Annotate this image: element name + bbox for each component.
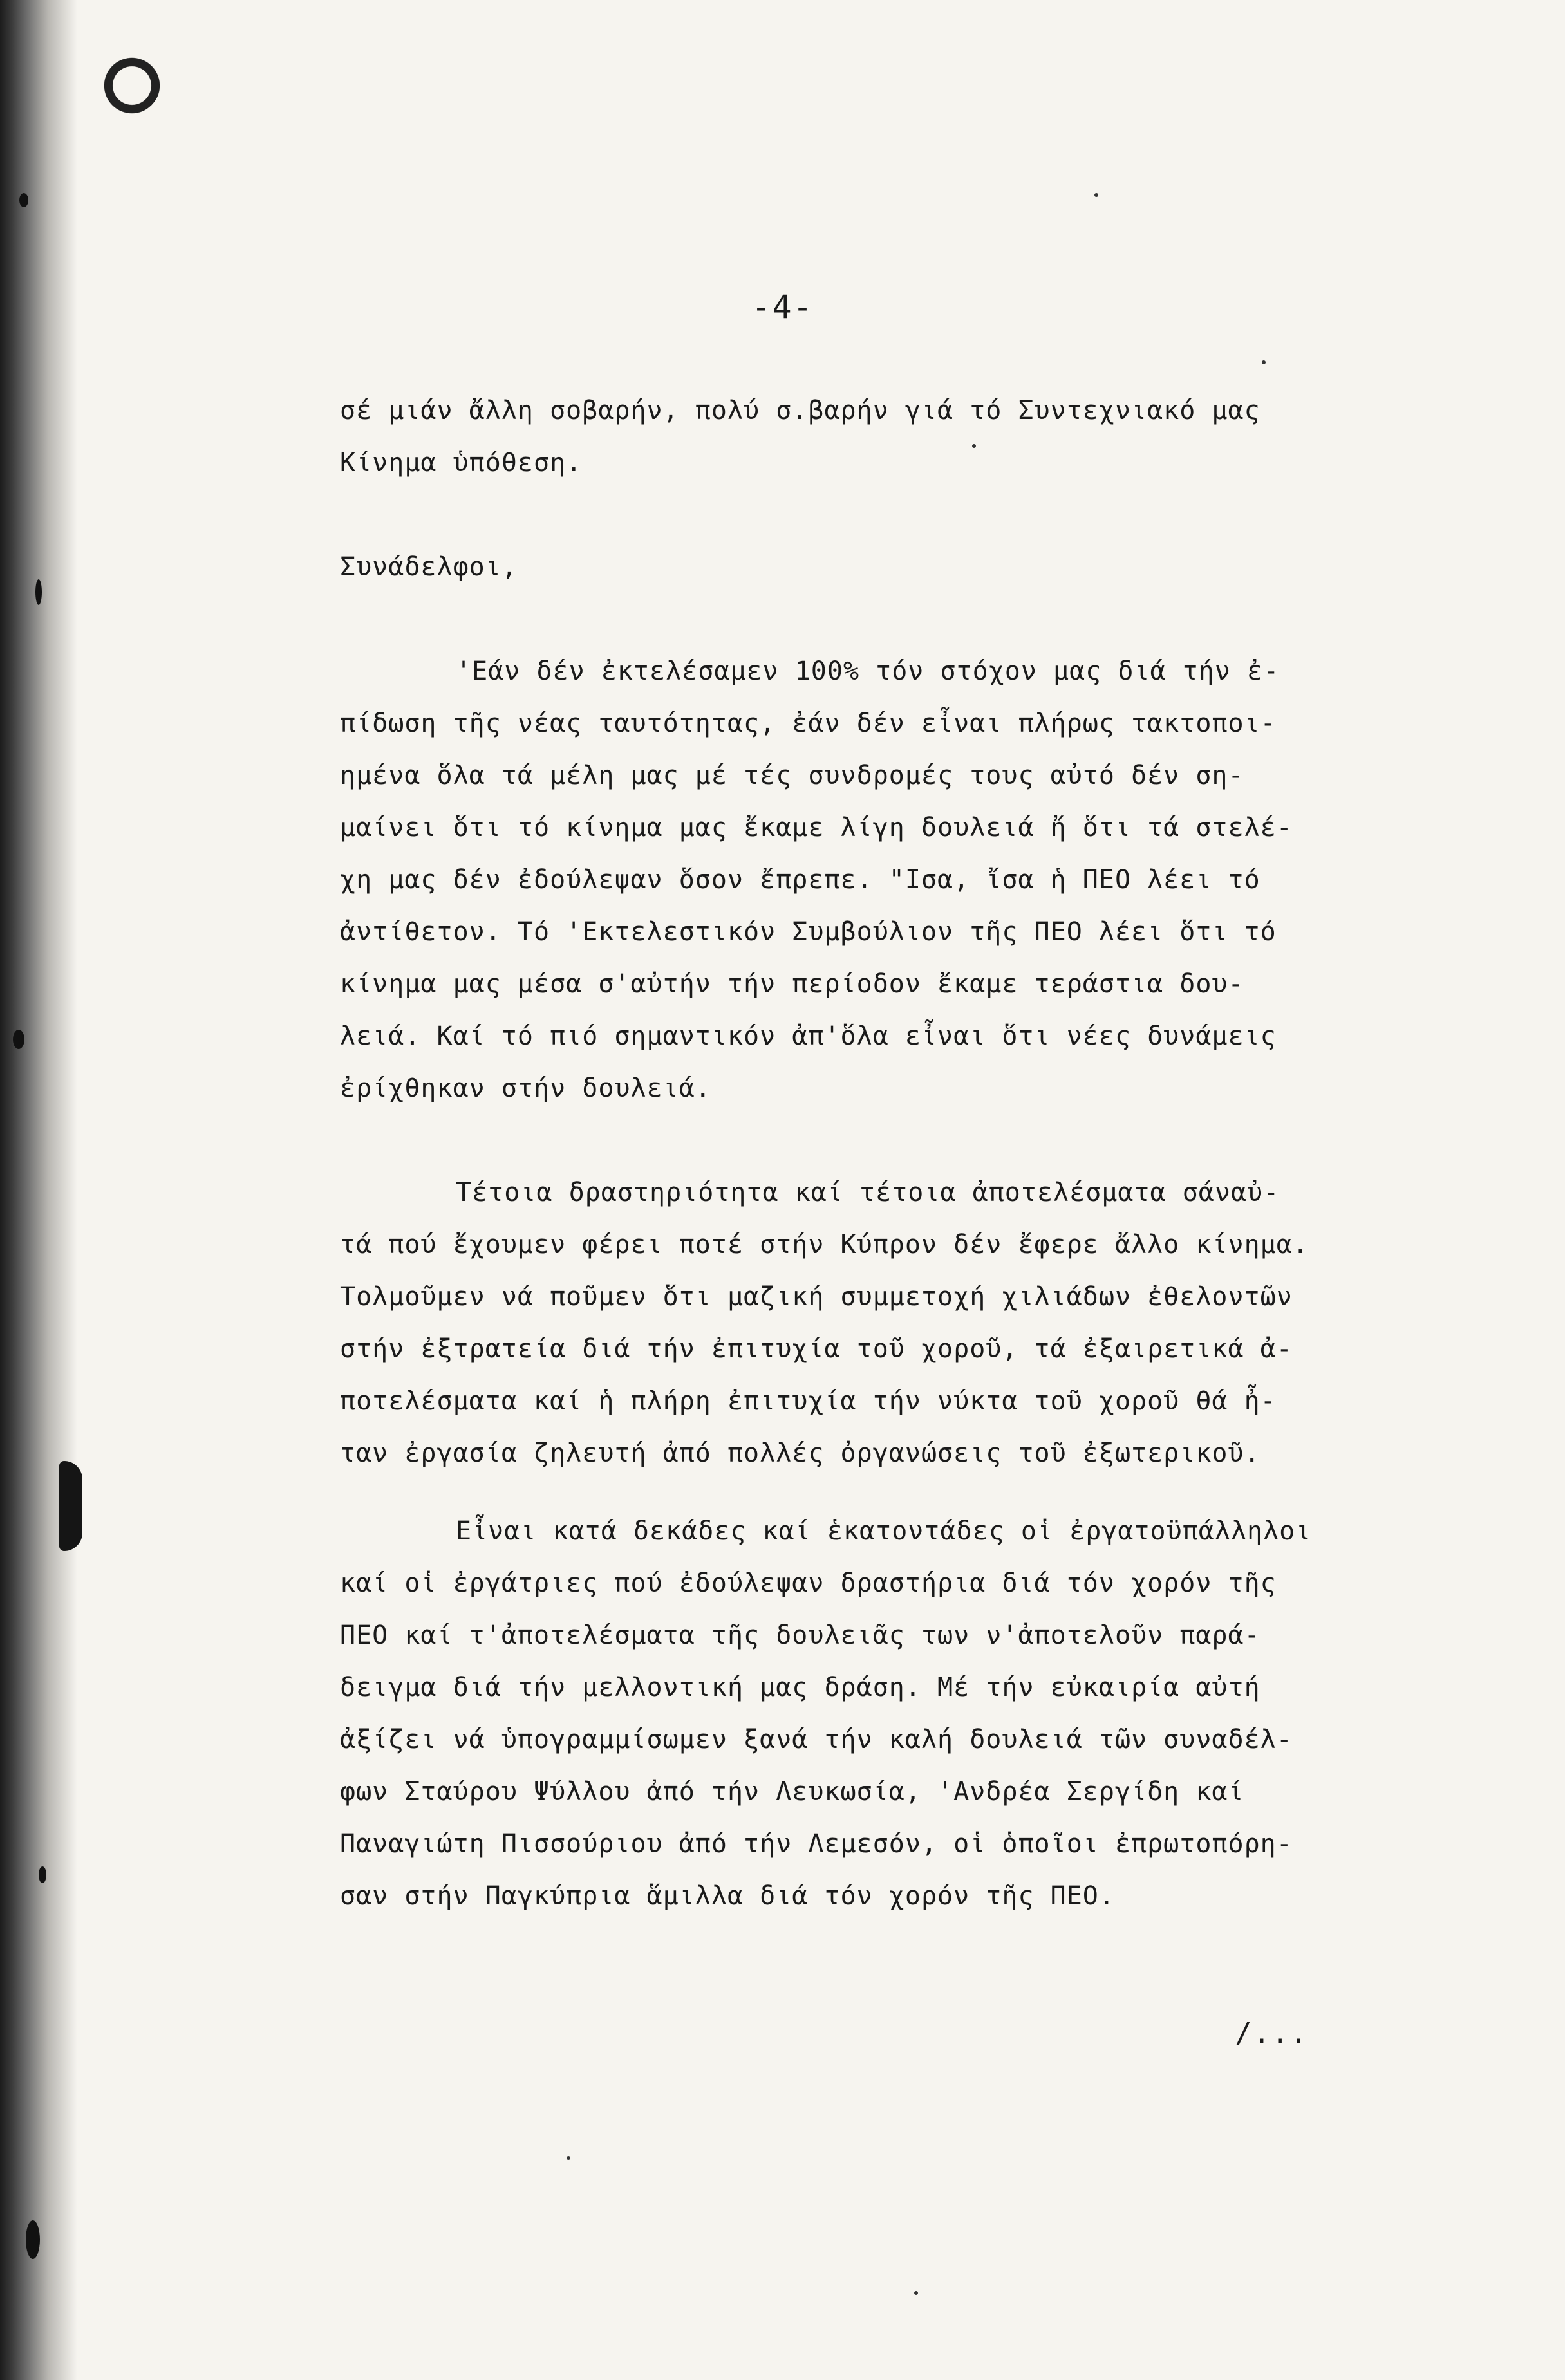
letter-body [340,385,1364,1922]
text-line: Παναγιώτη Πισσούριου ἀπό τήν Λεμεσόν, οἱ ὁποῖοι ἐπρωτοπόρη- [340,1829,1293,1859]
text-line: χη μας δέν ἐδούλεψαν ὅσον ἔπρεπε. "Ισα, ἴσα ἡ ΠΕΟ λέει τό [340,865,1260,895]
text-line: λειά. Καί τό πιό σημαντικόν ἀπ'ὅλα εἶναι ὅτι νέες δυνάμεις [340,1021,1277,1051]
text-line: φων Σταύρου Ψύλλου ἀπό τήν Λευκωσία, 'Ανδρέα Σεργίδη καί [340,1777,1244,1807]
page-number: -4- [751,288,814,326]
text-line: σαν στήν Παγκύπρια ἅμιλλα διά τόν χορόν τῆς ΠΕΟ. [340,1881,1115,1911]
text-line: ημένα ὅλα τά μέλη μας μέ τές συνδρομές τους αὐτό δέν ση- [340,761,1244,790]
salutation: Συνάδελφοι, [340,552,518,582]
text-line: δειγμα διά τήν μελλοντική μας δράση. Μέ τήν εὐκαιρία αὐτή [340,1673,1260,1702]
text-line: πίδωση τῆς νέας ταυτότητας, ἐάν δέν εἶναι πλήρως τακτοποι- [340,709,1277,738]
scan-speck [19,193,28,207]
paragraph-gap [340,593,1364,646]
text-line: στήν ἐξτρατεία διά τήν ἐπιτυχία τοῦ χοροῦ, τά ἐξαιρετικά ἀ- [340,1334,1293,1364]
text-line: κίνημα μας μέσα σ'αὐτήν τήν περίοδον ἔκαμε τεράστια δου- [340,969,1244,999]
scan-dot [1094,193,1098,197]
punch-hole [97,50,161,115]
paragraph-gap [340,489,1364,541]
text-line: Τολμοῦμεν νά ποῦμεν ὅτι μαζική συμμετοχή χιλιάδων ἐθελοντῶν [340,1282,1293,1312]
scan-dot [914,2291,918,2295]
scan-speck [35,579,42,605]
scan-dot [1262,360,1266,364]
binder-tab-mark [59,1461,82,1551]
text-line: ἀξίζει νά ὑπογραμμίσωμεν ξανά τήν καλή δουλειά τῶν συναδέλ- [340,1725,1293,1754]
text-line: Τέτοια δραστηριότητα καί τέτοια ἀποτελέσματα σάναὐ- [456,1178,1280,1207]
binding-shadow [0,0,77,2380]
text-line: 'Εάν δέν ἐκτελέσαμεν 100% τόν στόχον μας διά τήν ἐ- [456,656,1280,686]
text-line: Εἶναι κατά δεκάδες καί ἑκατοντάδες οἱ ἐργατοϋπάλληλοι [456,1516,1312,1546]
paragraph-gap [340,1115,1364,1167]
text-line: ποτελέσματα καί ἡ πλήρη ἐπιτυχία τήν νύκτα τοῦ χοροῦ θά ἦ- [340,1386,1277,1416]
scan-speck [39,1866,46,1883]
continuation-mark: /... [1235,2017,1308,2050]
scan-speck [13,1030,24,1049]
text-line: τά πού ἔχουμεν φέρει ποτέ στήν Κύπρον δέν ἔφερε ἄλλο κίνημα. [340,1230,1309,1260]
text-line: ταν ἐργασία ζηλευτή ἀπό πολλές ὀργανώσεις τοῦ ἐξωτερικοῦ. [340,1438,1260,1468]
text-line: ΠΕΟ καί τ'ἀποτελέσματα τῆς δουλειᾶς των ν'ἀποτελοῦν παρά- [340,1621,1260,1650]
scan-speck [26,2220,40,2259]
scan-dot [567,2156,570,2160]
text-line: ἀντίθετον. Τό 'Εκτελεστικόν Συμβούλιον τῆς ΠΕΟ λέει ὅτι τό [340,917,1277,947]
paragraph-gap [340,1480,1364,1505]
text-line: καί οἱ ἐργάτριες πού ἐδούλεψαν δραστήρια διά τόν χορόν τῆς [340,1568,1277,1598]
text-line: ἐρίχθηκαν στήν δουλειά. [340,1074,711,1103]
text-line: σέ μιάν ἄλλη σοβαρήν, πολύ σ.βαρήν γιά τό Συντεχνιακό μας [340,396,1260,425]
text-line: Κίνημα ὑπόθεση. [340,448,583,478]
text-line: μαίνει ὅτι τό κίνημα μας ἔκαμε λίγη δουλειά ἤ ὅτι τά στελέ- [340,813,1293,842]
